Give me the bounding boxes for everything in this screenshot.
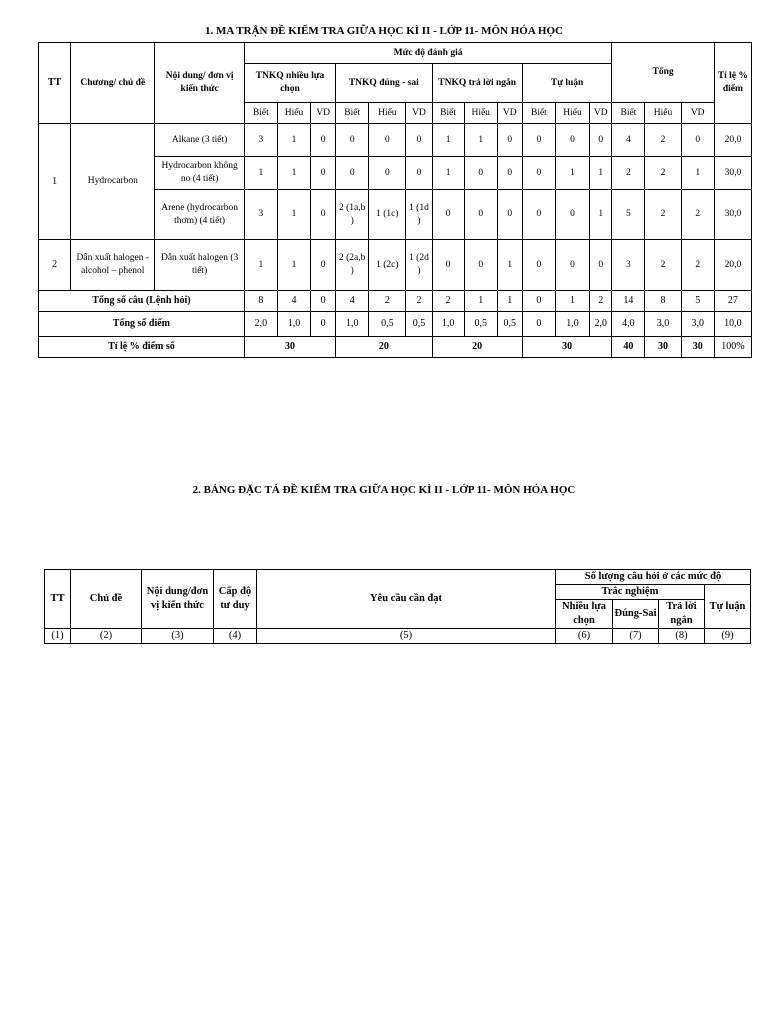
matrix-cell: 1 [277,124,310,157]
percent-cell: 30 [645,337,681,358]
spec-header-cap-do: Cấp độ tư duy [214,570,257,629]
row-noi-dung: Hydrocarbon không no (4 tiết) [155,157,244,190]
spec-header-noi-dung: Nội dung/đơn vị kiến thức [142,570,214,629]
matrix-cell: 0 [369,124,406,157]
matrix-cell: 2 [645,240,681,291]
total-points-row-cell: 2,0 [244,312,277,337]
header-tong: Tổng [612,43,714,103]
spec-header-chu-de: Chủ đề [71,570,142,629]
percent-cell: 20 [336,337,432,358]
percent-cell: 20 [432,337,522,358]
header-muc-do: Mức độ đánh giá [244,43,612,64]
total-questions-row-cell: 0 [311,291,336,312]
matrix-cell: 0 [522,190,555,240]
column-number: (8) [659,629,705,644]
total-points-row-cell: 0,5 [369,312,406,337]
percent-row-label: Tỉ lệ % điểm số [39,337,245,358]
matrix-cell: 0 [590,240,612,291]
header-tt: TT [39,43,71,124]
level-header: VD [590,103,612,124]
level-header: Hiểu [277,103,310,124]
matrix-cell: 0 [590,124,612,157]
row-noi-dung: Arene (hydrocarbon thơm) (4 tiết) [155,190,244,240]
matrix-cell: 1 [432,124,464,157]
matrix-cell: 1 (2c) [369,240,406,291]
total-points-row-cell: 3,0 [681,312,714,337]
total-questions-row-cell: 27 [714,291,751,312]
matrix-cell: 20,0 [714,124,751,157]
group-tnkq-nhieu-lua-chon: TNKQ nhiều lựa chọn [244,64,335,103]
column-number: (4) [214,629,257,644]
matrix-cell: 1 [277,190,310,240]
percent-row [39,337,752,358]
group-tu-luan: Tự luận [522,64,612,103]
column-number: (2) [71,629,142,644]
matrix-cell: 30,0 [714,157,751,190]
matrix-cell: 2 [645,190,681,240]
total-points-row-cell: 1,0 [277,312,310,337]
total-questions-row [39,291,752,312]
spec-header-tu-luan: Tự luận [705,585,751,629]
matrix-cell: 1 [277,157,310,190]
matrix-cell: 0 [497,157,522,190]
matrix-cell: 1 [277,240,310,291]
matrix-cell: 1 [555,157,589,190]
total-questions-row-cell: 2 [406,291,432,312]
total-points-row-cell: 3,0 [645,312,681,337]
matrix-cell: 20,0 [714,240,751,291]
column-number: (6) [556,629,613,644]
level-header: VD [406,103,432,124]
matrix-cell: 0 [336,157,369,190]
matrix-cell: 0 [555,190,589,240]
matrix-cell: 3 [244,190,277,240]
matrix-cell: 0 [406,157,432,190]
matrix-cell: 0 [311,124,336,157]
matrix-cell: 0 [406,124,432,157]
level-header: VD [681,103,714,124]
matrix-cell: 0 [432,240,464,291]
level-header: Biết [244,103,277,124]
level-header: Biết [432,103,464,124]
total-questions-row-cell: 4 [277,291,310,312]
percent-cell: 100% [714,337,751,358]
total-points-row-label: Tổng số điểm [39,312,245,337]
total-points-row-cell: 4,0 [612,312,645,337]
matrix-cell: 1 [244,157,277,190]
matrix-cell: 0 [311,157,336,190]
total-questions-row-cell: 0 [522,291,555,312]
matrix-cell: 30,0 [714,190,751,240]
total-questions-row-cell: 1 [464,291,497,312]
matrix-cell: 1 [681,157,714,190]
matrix-cell: 0 [681,124,714,157]
total-points-row-cell: 0 [311,312,336,337]
level-header: Biết [522,103,555,124]
total-points-row-cell: 0,5 [406,312,432,337]
matrix-cell: 0 [497,190,522,240]
spec-header-so-luong: Số lượng câu hỏi ở các mức độ [556,570,751,585]
row-noi-dung: Dẫn xuất halogen (3 tiết) [155,240,244,291]
matrix-cell: 1 [432,157,464,190]
total-points-row-cell: 1,0 [432,312,464,337]
total-questions-row-cell: 5 [681,291,714,312]
group-tnkq-dung-sai: TNKQ đúng - sai [336,64,432,103]
matrix-title: 1. MA TRẬN ĐỀ KIỂM TRA GIỮA HỌC KÌ II - LỚP 11- MÔN HÓA HỌC [205,25,563,37]
row-chuong: Dẫn xuất halogen - alcohol – phenol [71,240,155,291]
total-questions-row-cell: 1 [555,291,589,312]
column-number: (9) [705,629,751,644]
total-questions-row-label: Tổng số câu (Lệnh hỏi) [39,291,245,312]
row-chuong: Hydrocarbon [71,124,155,240]
total-points-row-cell: 0,5 [497,312,522,337]
column-number: (7) [613,629,659,644]
spec-table [44,569,751,644]
total-points-row-cell: 2,0 [590,312,612,337]
matrix-cell: 0 [522,240,555,291]
percent-cell: 30 [681,337,714,358]
matrix-row [39,124,752,157]
matrix-cell: 0 [464,190,497,240]
spec-header-tt: TT [45,570,71,629]
matrix-cell: 0 [497,124,522,157]
matrix-cell: 0 [522,157,555,190]
percent-cell: 30 [522,337,612,358]
matrix-cell: 0 [311,190,336,240]
total-questions-row-cell: 8 [645,291,681,312]
total-questions-row-cell: 2 [432,291,464,312]
matrix-cell: 0 [432,190,464,240]
matrix-cell: 1 [590,190,612,240]
matrix-cell: 0 [336,124,369,157]
percent-cell: 30 [244,337,335,358]
spec-header-trac-nghiem: Trắc nghiệm [556,585,705,600]
row-tt: 2 [39,240,71,291]
header-chuong: Chương/ chủ đề [71,43,155,124]
matrix-cell: 0 [464,240,497,291]
matrix-cell: 3 [244,124,277,157]
total-points-row [39,312,752,337]
matrix-cell: 0 [464,157,497,190]
level-header: VD [497,103,522,124]
level-header: Hiểu [369,103,406,124]
row-noi-dung: Alkane (3 tiết) [155,124,244,157]
level-header: Hiểu [464,103,497,124]
total-questions-row-cell: 8 [244,291,277,312]
level-header: Biết [336,103,369,124]
matrix-cell: 1 [497,240,522,291]
level-header: Biết [612,103,645,124]
matrix-cell: 2 [681,190,714,240]
matrix-cell: 0 [369,157,406,190]
level-header: VD [311,103,336,124]
matrix-cell: 0 [555,124,589,157]
percent-cell: 40 [612,337,645,358]
matrix-cell: 2 [645,124,681,157]
total-questions-row-cell: 2 [590,291,612,312]
matrix-cell: 0 [311,240,336,291]
total-questions-row-cell: 4 [336,291,369,312]
total-questions-row-cell: 1 [497,291,522,312]
matrix-cell: 1 [244,240,277,291]
spec-title: 2. BẢNG ĐẶC TẢ ĐỀ KIỂM TRA GIỮA HỌC KÌ II - LỚP 11- MÔN HÓA HỌC [192,484,576,496]
matrix-cell: 2 [612,157,645,190]
total-questions-row-cell: 14 [612,291,645,312]
matrix-cell: 2 (1a,b ) [336,190,369,240]
matrix-cell: 2 [645,157,681,190]
matrix-cell: 0 [555,240,589,291]
matrix-cell: 4 [612,124,645,157]
matrix-cell: 2 (2a,b ) [336,240,369,291]
matrix-cell: 0 [522,124,555,157]
total-points-row-cell: 0 [522,312,555,337]
spec-header-tra-loi-ngan: Trả lời ngắn [659,600,705,629]
matrix-cell: 2 [681,240,714,291]
header-ti-le: Tỉ lệ % điểm [714,43,751,124]
total-points-row-cell: 1,0 [336,312,369,337]
row-tt: 1 [39,124,71,240]
level-header: Hiểu [555,103,589,124]
column-number: (5) [257,629,556,644]
matrix-cell: 3 [612,240,645,291]
total-questions-row-cell: 2 [369,291,406,312]
matrix-cell: 1 (2d ) [406,240,432,291]
matrix-cell: 1 (1c) [369,190,406,240]
assessment-matrix-table [38,42,752,358]
spec-header-dung-sai: Đúng-Sai [613,600,659,629]
total-points-row-cell: 10,0 [714,312,751,337]
total-points-row-cell: 1,0 [555,312,589,337]
column-number: (3) [142,629,214,644]
matrix-cell: 1 (1d ) [406,190,432,240]
spec-header-yeu-cau: Yêu cầu cần đạt [257,570,556,629]
matrix-row [39,240,752,291]
matrix-cell: 1 [464,124,497,157]
header-noi-dung: Nội dung/ đơn vị kiến thức [155,43,244,124]
spec-header-nhieu-lua-chon: Nhiều lựa chọn [556,600,613,629]
column-number: (1) [45,629,71,644]
level-header: Hiểu [645,103,681,124]
matrix-cell: 1 [590,157,612,190]
matrix-cell: 5 [612,190,645,240]
group-tnkq-tra-loi-ngan: TNKQ trả lời ngắn [432,64,522,103]
total-points-row-cell: 0,5 [464,312,497,337]
